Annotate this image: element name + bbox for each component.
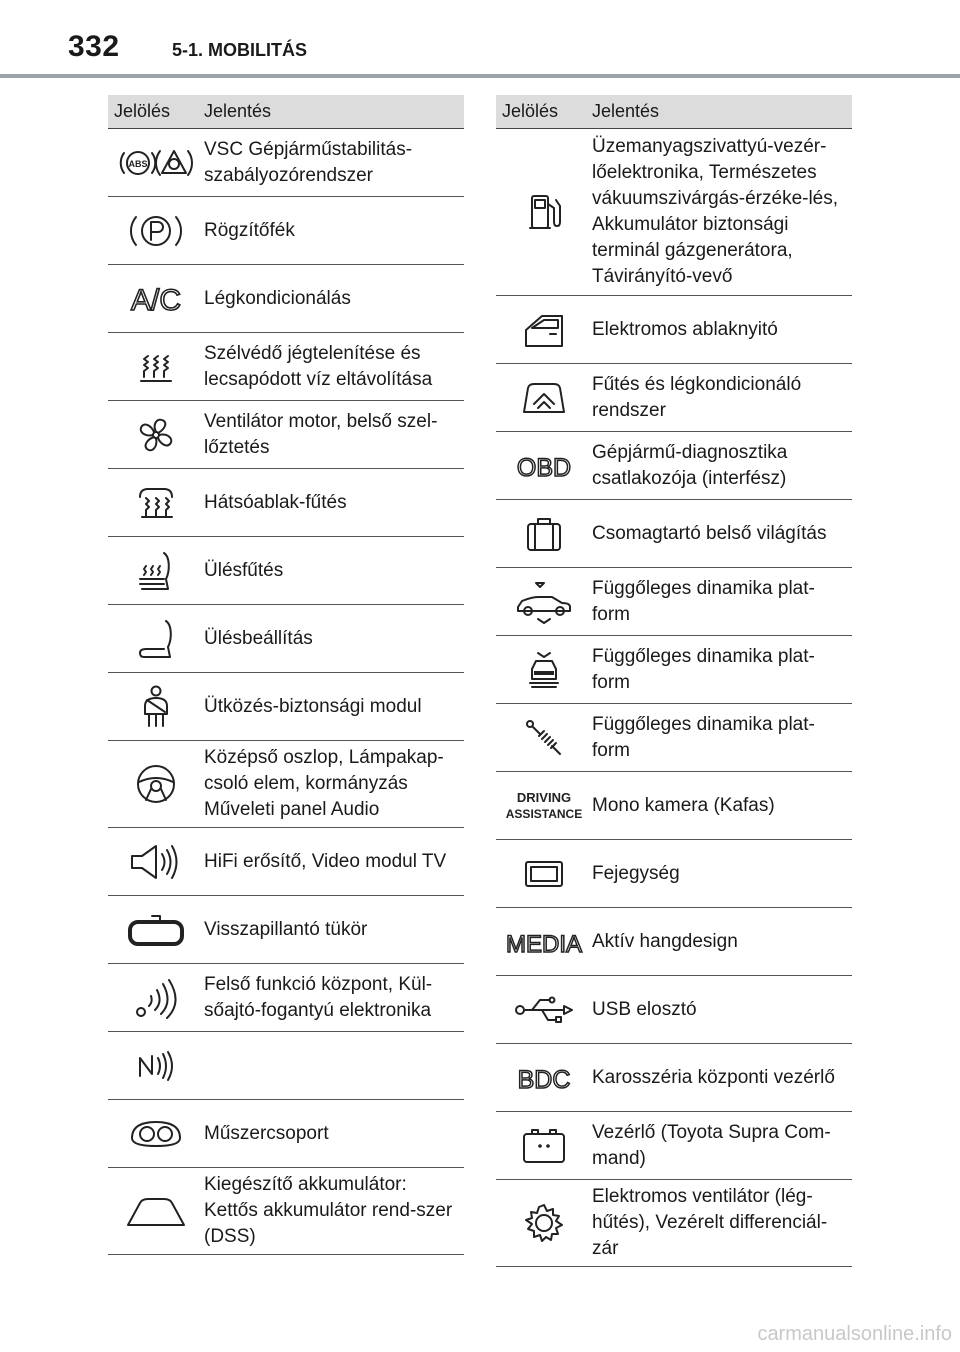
fan-icon	[108, 413, 204, 457]
meaning-text: Szélvédő jégtelenítése és lecsapódott víz eltávolítása	[204, 342, 433, 390]
instrument-cluster-icon	[108, 1116, 204, 1152]
col-meaning: Jelentés	[204, 101, 272, 121]
meaning-text: Vezérlő (Toyota Supra Com-mand)	[592, 1121, 831, 1169]
table-row	[108, 401, 464, 469]
bdc-icon	[496, 1060, 592, 1096]
rearview-mirror-icon	[108, 910, 204, 950]
driving-assistance-icon	[496, 788, 592, 824]
meaning-text: Elektromos ventilátor (lég-hűtés), Vezérelt differenciál-zár	[592, 1186, 828, 1259]
car-lift-icon	[496, 647, 592, 693]
table-row	[108, 265, 464, 333]
meaning-text: Ütközés-biztonsági modul	[204, 695, 422, 717]
table-row	[496, 840, 852, 908]
climate-icon	[496, 378, 592, 418]
parking-brake-icon	[108, 209, 204, 253]
table-row	[496, 1180, 852, 1267]
meaning-text: Üzemanyagszivattyú-vezér-lőelektronika, Természetes vákuumszivárgás-érzéke-lés, Akkumulátor biztonsági terminál gázgenerátora, Távirányító-vevő	[592, 136, 839, 287]
meaning-text: Aktív hangdesign	[592, 930, 738, 952]
table-row	[108, 333, 464, 401]
speaker-icon	[108, 840, 204, 884]
symbol-table-left	[108, 95, 464, 1255]
nfc-icon	[108, 1048, 204, 1084]
table-row	[496, 129, 852, 296]
table-row	[496, 704, 852, 772]
meaning-text: Kiegészítő akkumulátor: Kettős akkumulátor rend-szer (DSS)	[204, 1174, 453, 1247]
table-row	[496, 568, 852, 636]
remote-signal-icon	[108, 976, 204, 1020]
page-number: 332	[68, 30, 120, 63]
table-row	[496, 1044, 852, 1112]
usb-icon	[496, 992, 592, 1028]
table-row	[108, 964, 464, 1032]
table-row	[108, 741, 464, 828]
table-row	[108, 537, 464, 605]
svg-text:BDC: BDC	[517, 1065, 571, 1094]
seat-icon	[108, 617, 204, 661]
watermark: carmanualsonline.info	[757, 1323, 952, 1345]
table-row	[496, 772, 852, 840]
fuel-pump-icon	[496, 190, 592, 234]
table-header	[108, 95, 464, 129]
table-row	[108, 1168, 464, 1255]
table-row	[496, 364, 852, 432]
meaning-text: Mono kamera (Kafas)	[592, 794, 775, 816]
meaning-text: Rögzítőfék	[204, 219, 295, 241]
table-row	[108, 469, 464, 537]
table-row	[496, 976, 852, 1044]
meaning-text: Függőleges dinamika plat-form	[592, 713, 815, 761]
ac-icon	[108, 281, 204, 317]
header-rule	[0, 74, 960, 78]
door-window-icon	[496, 310, 592, 350]
meaning-text: Visszapillantó tükör	[204, 918, 368, 940]
cog-icon	[496, 1201, 592, 1245]
rear-defrost-icon	[108, 483, 204, 523]
meaning-text: VSC Gépjárműstabilitás-szabályozórendszer	[204, 138, 413, 186]
car-roof-icon	[108, 1191, 204, 1231]
table-row	[108, 1100, 464, 1168]
table-row	[496, 636, 852, 704]
meaning-text: Csomagtartó belső világítás	[592, 522, 827, 544]
page-header	[0, 0, 960, 80]
table-row	[108, 828, 464, 896]
meaning-text: Műszercsoport	[204, 1122, 329, 1144]
table-header	[496, 95, 852, 129]
table-row	[496, 908, 852, 976]
shock-absorber-icon	[496, 716, 592, 760]
seat-heating-icon	[108, 549, 204, 593]
table-row	[108, 1032, 464, 1100]
meaning-text: Ventilátor motor, belső szel-lőztetés	[204, 410, 438, 458]
table-row	[108, 896, 464, 964]
svg-text:A/C: A/C	[130, 283, 182, 317]
col-symbol: Jelölés	[114, 101, 171, 121]
table-row	[496, 1112, 852, 1180]
table-row	[108, 605, 464, 673]
airbag-icon	[108, 684, 204, 730]
steering-wheel-icon	[108, 762, 204, 806]
media-icon	[496, 924, 592, 960]
meaning-text: Függőleges dinamika plat-form	[592, 577, 815, 625]
svg-text:DRIVING: DRIVING	[516, 789, 572, 805]
meaning-text: Függőleges dinamika plat-form	[592, 645, 815, 693]
col-symbol: Jelölés	[502, 101, 559, 121]
meaning-text: Hátsóablak-fűtés	[204, 491, 347, 513]
meaning-text: Karosszéria központi vezérlő	[592, 1066, 835, 1088]
windshield-defrost-icon	[108, 347, 204, 387]
luggage-icon	[496, 514, 592, 554]
table-row	[496, 500, 852, 568]
svg-text:ABS: ABS	[128, 158, 148, 169]
col-meaning: Jelentés	[592, 101, 660, 121]
meaning-text: Gépjármű-diagnosztika csatlakozója (interfész)	[592, 441, 788, 489]
meaning-text: HiFi erősítő, Video modul TV	[204, 850, 447, 872]
obd-icon	[496, 448, 592, 484]
section-title: 5-1. MOBILITÁS	[172, 40, 308, 60]
meaning-text: Légkondicionálás	[204, 287, 351, 309]
svg-text:ASSISTANCE: ASSISTANCE	[505, 806, 583, 821]
meaning-text: Ülésfűtés	[204, 559, 284, 581]
table-row	[108, 197, 464, 265]
table-row	[108, 129, 464, 197]
meaning-text: Fűtés és légkondicionáló rendszer	[592, 373, 802, 421]
table-row	[496, 296, 852, 364]
svg-text:OBD: OBD	[516, 453, 572, 482]
table-row	[496, 432, 852, 500]
control-unit-icon	[496, 1124, 592, 1168]
meaning-text: Felső funkció központ, Kül-sőajtó-fogantyú elektronika	[204, 973, 433, 1021]
meaning-text: USB elosztó	[592, 998, 697, 1020]
meaning-text: Fejegység	[592, 862, 680, 884]
display-icon	[496, 856, 592, 892]
meaning-text: Elektromos ablaknyitó	[592, 318, 778, 340]
meaning-text: Ülésbeállítás	[204, 627, 313, 649]
meaning-text: Középső oszlop, Lámpakap-csoló elem, kormányzás Műveleti panel Audio	[204, 747, 444, 820]
vsc-abs-warning-icon	[108, 143, 204, 183]
symbol-table-right	[496, 95, 852, 1267]
svg-text:MEDIA: MEDIA	[505, 930, 583, 958]
car-height-icon	[496, 579, 592, 625]
table-row	[108, 673, 464, 741]
